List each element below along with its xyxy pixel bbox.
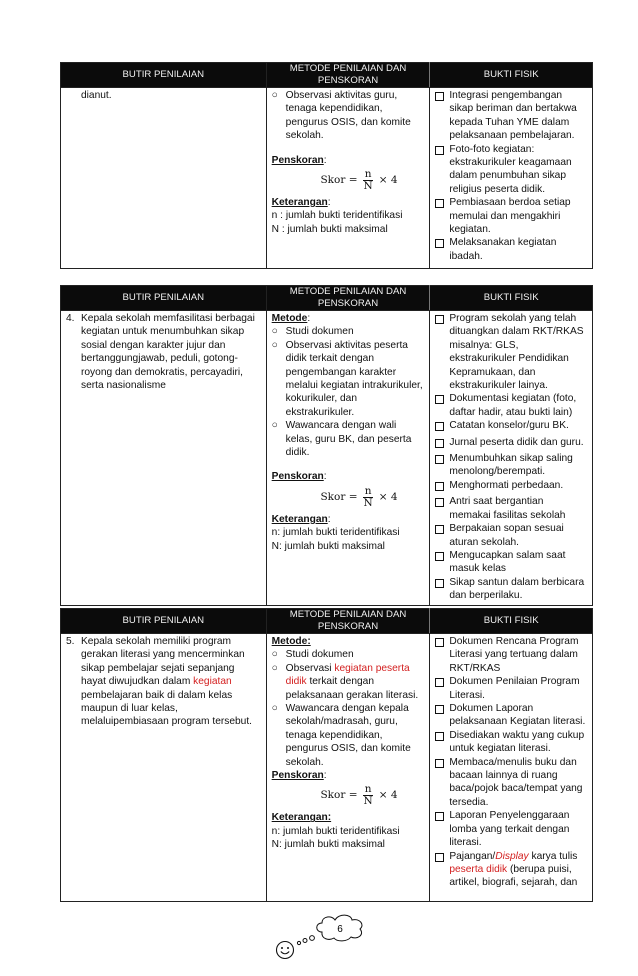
bukti-cell [430, 311, 593, 606]
checkbox-icon [435, 146, 444, 155]
header-row [61, 286, 593, 311]
header-row [61, 63, 593, 88]
assessment-table-2 [60, 285, 593, 606]
checkbox-icon [435, 482, 444, 491]
list-item: ○ Studi dokumen [271, 649, 354, 661]
checkbox-item: Catatan konselor/guru BK. [435, 419, 587, 435]
checkbox-item: Disediakan waktu yang cukup untuk kegiatan literasi. [435, 729, 587, 756]
page-number: 6 [337, 924, 343, 935]
header-row [61, 609, 593, 634]
keterangan-line: n: jumlah bukti teridentifikasi [271, 825, 400, 837]
keterangan-line: N: jumlah bukti maksimal [271, 839, 385, 851]
checkbox-item: Pajangan/Display karya tulis peserta didik (berupa puisi, artikel, biografi, sejarah, dan [435, 850, 587, 890]
table-row [61, 88, 593, 269]
keterangan-line: N : jumlah bukti maksimal [271, 223, 388, 235]
list-item: ○ Observasi aktivitas peserta didik terkait dengan pengembangan karakter melalui kegiatan intrakurikuler, kokurikuler, dan ekstrakurikuler. [271, 339, 423, 418]
checkbox-icon [435, 705, 444, 714]
checkbox-item: Menumbuhkan sikap saling menolong/berempati. [435, 452, 587, 479]
metode-list [272, 325, 425, 459]
list-item: ○ Observasi aktivitas guru, tenaga kependidikan, pengurus OSIS, dan komite sekolah. [271, 90, 411, 142]
checkbox-icon [435, 315, 444, 324]
checkbox-icon [435, 439, 444, 448]
checkbox-item: Dokumentasi kegiatan (foto, daftar hadir, atau bukti lain) [435, 392, 587, 419]
header-bukti: BUKTI FISIK [430, 286, 593, 311]
thought-dots [296, 934, 316, 946]
score-formula: Skor = $\frac{n}{N}$ × 4 [320, 168, 398, 193]
score-formula: Skor = $\frac{n}{N}$ × 4 [320, 484, 398, 509]
keterangan-line: n : jumlah bukti teridentifikasi [271, 210, 403, 222]
header-metode: METODE PENILAIAN DAN PENSKORAN [266, 609, 430, 634]
keterangan-line: n: jumlah bukti teridentifikasi [271, 527, 400, 539]
bukti-list [435, 312, 587, 603]
checkbox-icon [435, 455, 444, 464]
checkbox-item: Foto-foto kegiatan: ekstrakurikuler keagamaan dalam penumbuhan sikap religius peserta didik. [435, 143, 587, 197]
bukti-cell [430, 634, 593, 902]
butir-item: 4. Kepala sekolah memfasilitasi berbagai kegiatan untuk menumbuhkan sikap sosial dengan karakter jujur dan bertanggungjawab, peduli, gotong-royong dan demokratis, percayadiri, serta nasionalisme [66, 313, 255, 392]
header-bukti: BUKTI FISIK [430, 609, 593, 634]
checkbox-item: Sikap santun dalam berbicara dan berperilaku. [435, 576, 587, 603]
butir-cell [61, 311, 267, 606]
metode-label: Metode: [271, 636, 311, 647]
penskoran-label: Penskoran: [271, 154, 327, 166]
keterangan-label: Keterangan: [271, 513, 331, 525]
checkbox-item: Laporan Penyelenggaraan lomba yang terkait dengan literasi. [435, 809, 587, 849]
assessment-table-3 [60, 608, 593, 902]
checkbox-item: Pembiasaan berdoa setiap memulai dan mengakhiri kegiatan. [435, 196, 587, 236]
metode-list [272, 648, 425, 769]
header-bukti: BUKTI FISIK [430, 63, 593, 88]
checkbox-icon [435, 853, 444, 862]
metode-cell [266, 311, 430, 606]
metode-list [272, 89, 425, 143]
checkbox-item: Membaca/menulis buku dan bacaan lainnya di ruang baca/pojok baca/tempat yang tersedia. [435, 756, 587, 810]
page-number-bubble [312, 912, 368, 942]
checkbox-icon [435, 552, 444, 561]
butir-cell [61, 634, 267, 902]
checkbox-icon [435, 812, 444, 821]
checkbox-icon [435, 732, 444, 741]
checkbox-icon [435, 422, 444, 431]
bukti-list [435, 635, 587, 890]
smiley-icon [275, 940, 295, 960]
keterangan-line: N: jumlah bukti maksimal [271, 540, 385, 552]
keterangan-label: Keterangan: [271, 812, 332, 824]
checkbox-item: Jurnal peserta didik dan guru. [435, 436, 587, 452]
metode-cell [266, 88, 430, 269]
butir-cell [61, 88, 267, 269]
checkbox-item: Mengucapkan salam saat masuk kelas [435, 549, 587, 576]
checkbox-icon [435, 498, 444, 507]
checkbox-icon [435, 579, 444, 588]
checkbox-item: Dokumen Penilaian Program Literasi. [435, 675, 587, 702]
score-formula: Skor = $\frac{n}{N}$ × 4 [320, 783, 398, 808]
table-row [61, 634, 593, 902]
penskoran-label: Penskoran: [271, 770, 327, 782]
checkbox-icon [435, 638, 444, 647]
checkbox-icon [435, 759, 444, 768]
checkbox-icon [435, 525, 444, 534]
butir-text: dianut. [81, 90, 112, 101]
list-item: ○ Wawancara dengan wali kelas, guru BK, dan peserta didik. [271, 420, 412, 459]
checkbox-icon [435, 678, 444, 687]
checkbox-icon [435, 199, 444, 208]
metode-label: Metode: [271, 313, 311, 324]
checkbox-icon [435, 92, 444, 101]
checkbox-item: Antri saat bergantian memakai fasilitas sekolah [435, 495, 587, 522]
bukti-list [435, 89, 587, 263]
table-row [61, 311, 593, 606]
header-butir: BUTIR PENILAIAN [61, 63, 267, 88]
checkbox-item: Menghormati perbedaan. [435, 479, 587, 495]
checkbox-item: Dokumen Laporan pelaksanaan Kegiatan literasi. [435, 702, 587, 729]
header-metode: METODE PENILAIAN DAN PENSKORAN [266, 63, 430, 88]
metode-cell [266, 634, 430, 902]
header-butir: BUTIR PENILAIAN [61, 286, 267, 311]
checkbox-icon [435, 239, 444, 248]
list-item: ○ Observasi kegiatan peserta didik terkait dengan pelaksanaan gerakan literasi. [271, 662, 419, 701]
list-item: ○ Studi dokumen [271, 326, 354, 338]
header-butir: BUTIR PENILAIAN [61, 609, 267, 634]
bukti-cell [430, 88, 593, 269]
keterangan-label: Keterangan: [271, 197, 331, 209]
checkbox-item: Dokumen Rencana Program Literasi yang tertuang dalam RKT/RKAS [435, 635, 587, 675]
checkbox-item: Melaksanakan kegiatan ibadah. [435, 236, 587, 263]
header-metode: METODE PENILAIAN DAN PENSKORAN [266, 286, 430, 311]
list-item: ○ Wawancara dengan kepala sekolah/madrasah, guru, tenaga kependidikan, pengurus OSIS, dan komite sekolah. [271, 703, 411, 768]
checkbox-item: Integrasi pengembangan sikap beriman dan bertakwa kepada Tuhan YME dalam pelaksanaan pembelajaran. [435, 89, 587, 143]
penskoran-label: Penskoran: [271, 471, 327, 483]
assessment-table-1 [60, 62, 593, 269]
checkbox-icon [435, 395, 444, 404]
checkbox-item: Berpakaian sopan sesuai aturan sekolah. [435, 522, 587, 549]
butir-item: 5. Kepala sekolah memiliki program gerakan literasi yang mencerminkan sikap pembelajar sejati sepanjang hayat diwujudkan dalam kegiatan pembelajaran baik di dalam kelas maupun di luar kelas, melaluipembiasaan program tersebut. [66, 636, 253, 728]
checkbox-item: Program sekolah yang telah dituangkan dalam RKT/RKAS misalnya: GLS, ekstrakurikuler Pendidikan Kepramukaan, dan ekstrakurikuler lainya. [435, 312, 587, 392]
